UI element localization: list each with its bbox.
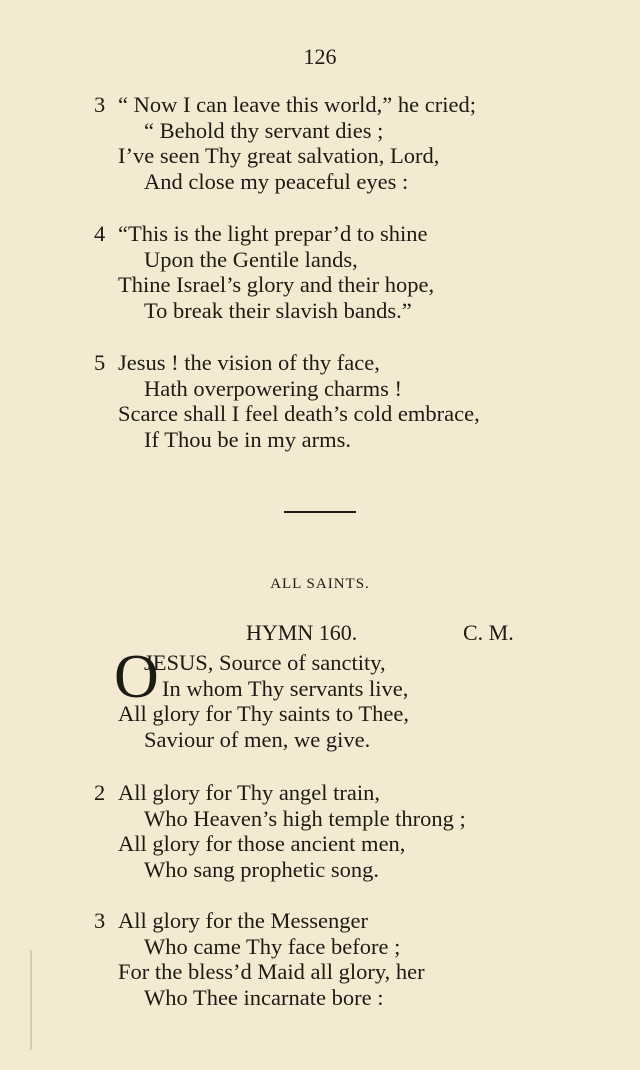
stanza-line: [0, 934, 640, 960]
stanza-line-text: To break their slavish bands.”: [144, 297, 412, 323]
stanza-line: [0, 376, 640, 402]
stanza-line-text: Jesus ! the vision of thy face,: [118, 350, 380, 375]
stanza-line: [0, 908, 640, 934]
stanza-line: [0, 118, 640, 144]
stanza-line-text: In whom Thy servants live,: [162, 675, 409, 701]
stanza-number: 3: [94, 92, 106, 117]
stanza-line-text: Who came Thy face before ;: [144, 933, 401, 959]
stanza-line: [0, 959, 640, 985]
stanza-line: [0, 169, 640, 195]
stanza-line-text: “ Behold thy servant dies ;: [144, 117, 384, 143]
stanza: [0, 908, 640, 1010]
stanza-line-text: “This is the light prepar’d to shine: [118, 221, 428, 246]
stanza-line: [0, 298, 640, 324]
stanza: [0, 350, 640, 452]
stanza-line-text: If Thou be in my arms.: [144, 426, 352, 452]
stanza-line: [0, 92, 640, 118]
stanza-number: 5: [94, 350, 106, 375]
stanza-line-text: “ Now I can leave this world,” he cried;: [118, 92, 476, 117]
stanza-line: [0, 247, 640, 273]
stanza-line: [0, 701, 640, 727]
stanza-line-text: I’ve seen Thy great salvation, Lord,: [118, 143, 440, 168]
stanza-line: [0, 221, 640, 247]
page-number: 126: [303, 44, 337, 69]
stanza-number: 3: [94, 908, 106, 933]
stanza: [0, 221, 640, 323]
stanza: [0, 780, 640, 882]
stanza-line-text: Upon the Gentile lands,: [144, 246, 358, 272]
stanza-line: [0, 650, 640, 676]
margin-mark: [30, 950, 32, 1050]
stanza-line: [0, 727, 640, 753]
stanza-number: 4: [94, 221, 106, 246]
stanza-line: [0, 780, 640, 806]
stanza-line: [0, 427, 640, 453]
stanza-line-text: Who Heaven’s high temple throng ;: [144, 805, 466, 831]
stanza-line-text: All glory for Thy saints to Thee,: [118, 701, 410, 726]
stanza-line-text: All glory for those ancient men,: [118, 831, 406, 856]
stanza: [0, 650, 640, 752]
stanza-number: 2: [94, 780, 106, 805]
stanza-line: [0, 272, 640, 298]
stanza-line: [0, 857, 640, 883]
drop-cap: O: [114, 643, 159, 711]
stanza-line-text: Thine Israel’s glory and their hope,: [118, 272, 435, 297]
stanza-line: [0, 350, 640, 376]
stanza-line: [0, 401, 640, 427]
stanza-line: [0, 676, 640, 702]
stanza-line-text: All glory for Thy angel train,: [118, 780, 381, 805]
stanza-line: [0, 806, 640, 832]
stanza: [0, 92, 640, 194]
stanza-line: [0, 831, 640, 857]
section-divider: [284, 511, 356, 513]
stanza-line-text: All glory for the Messenger: [118, 908, 368, 933]
stanza-line-text: For the bless’d Maid all glory, her: [118, 959, 425, 984]
stanza-line-text: Scarce shall I feel death’s cold embrace,: [118, 401, 480, 426]
section-title: ALL SAINTS.: [270, 576, 370, 592]
stanza-line: [0, 985, 640, 1011]
hymn-meter: C. M.: [463, 620, 514, 645]
stanza-line: [0, 143, 640, 169]
stanza-line-text: And close my peaceful eyes :: [144, 168, 409, 194]
stanza-line-text: Hath overpowering charms !: [144, 375, 403, 401]
stanza-line-text: Saviour of men, we give.: [144, 726, 371, 752]
stanza-line-text: JESUS, Source of sanctity,: [144, 650, 386, 675]
hymn-title: HYMN 160.: [246, 620, 358, 645]
stanza-line-text: Who sang prophetic song.: [144, 856, 379, 882]
stanza-line-text: Who Thee incarnate bore :: [144, 984, 384, 1010]
